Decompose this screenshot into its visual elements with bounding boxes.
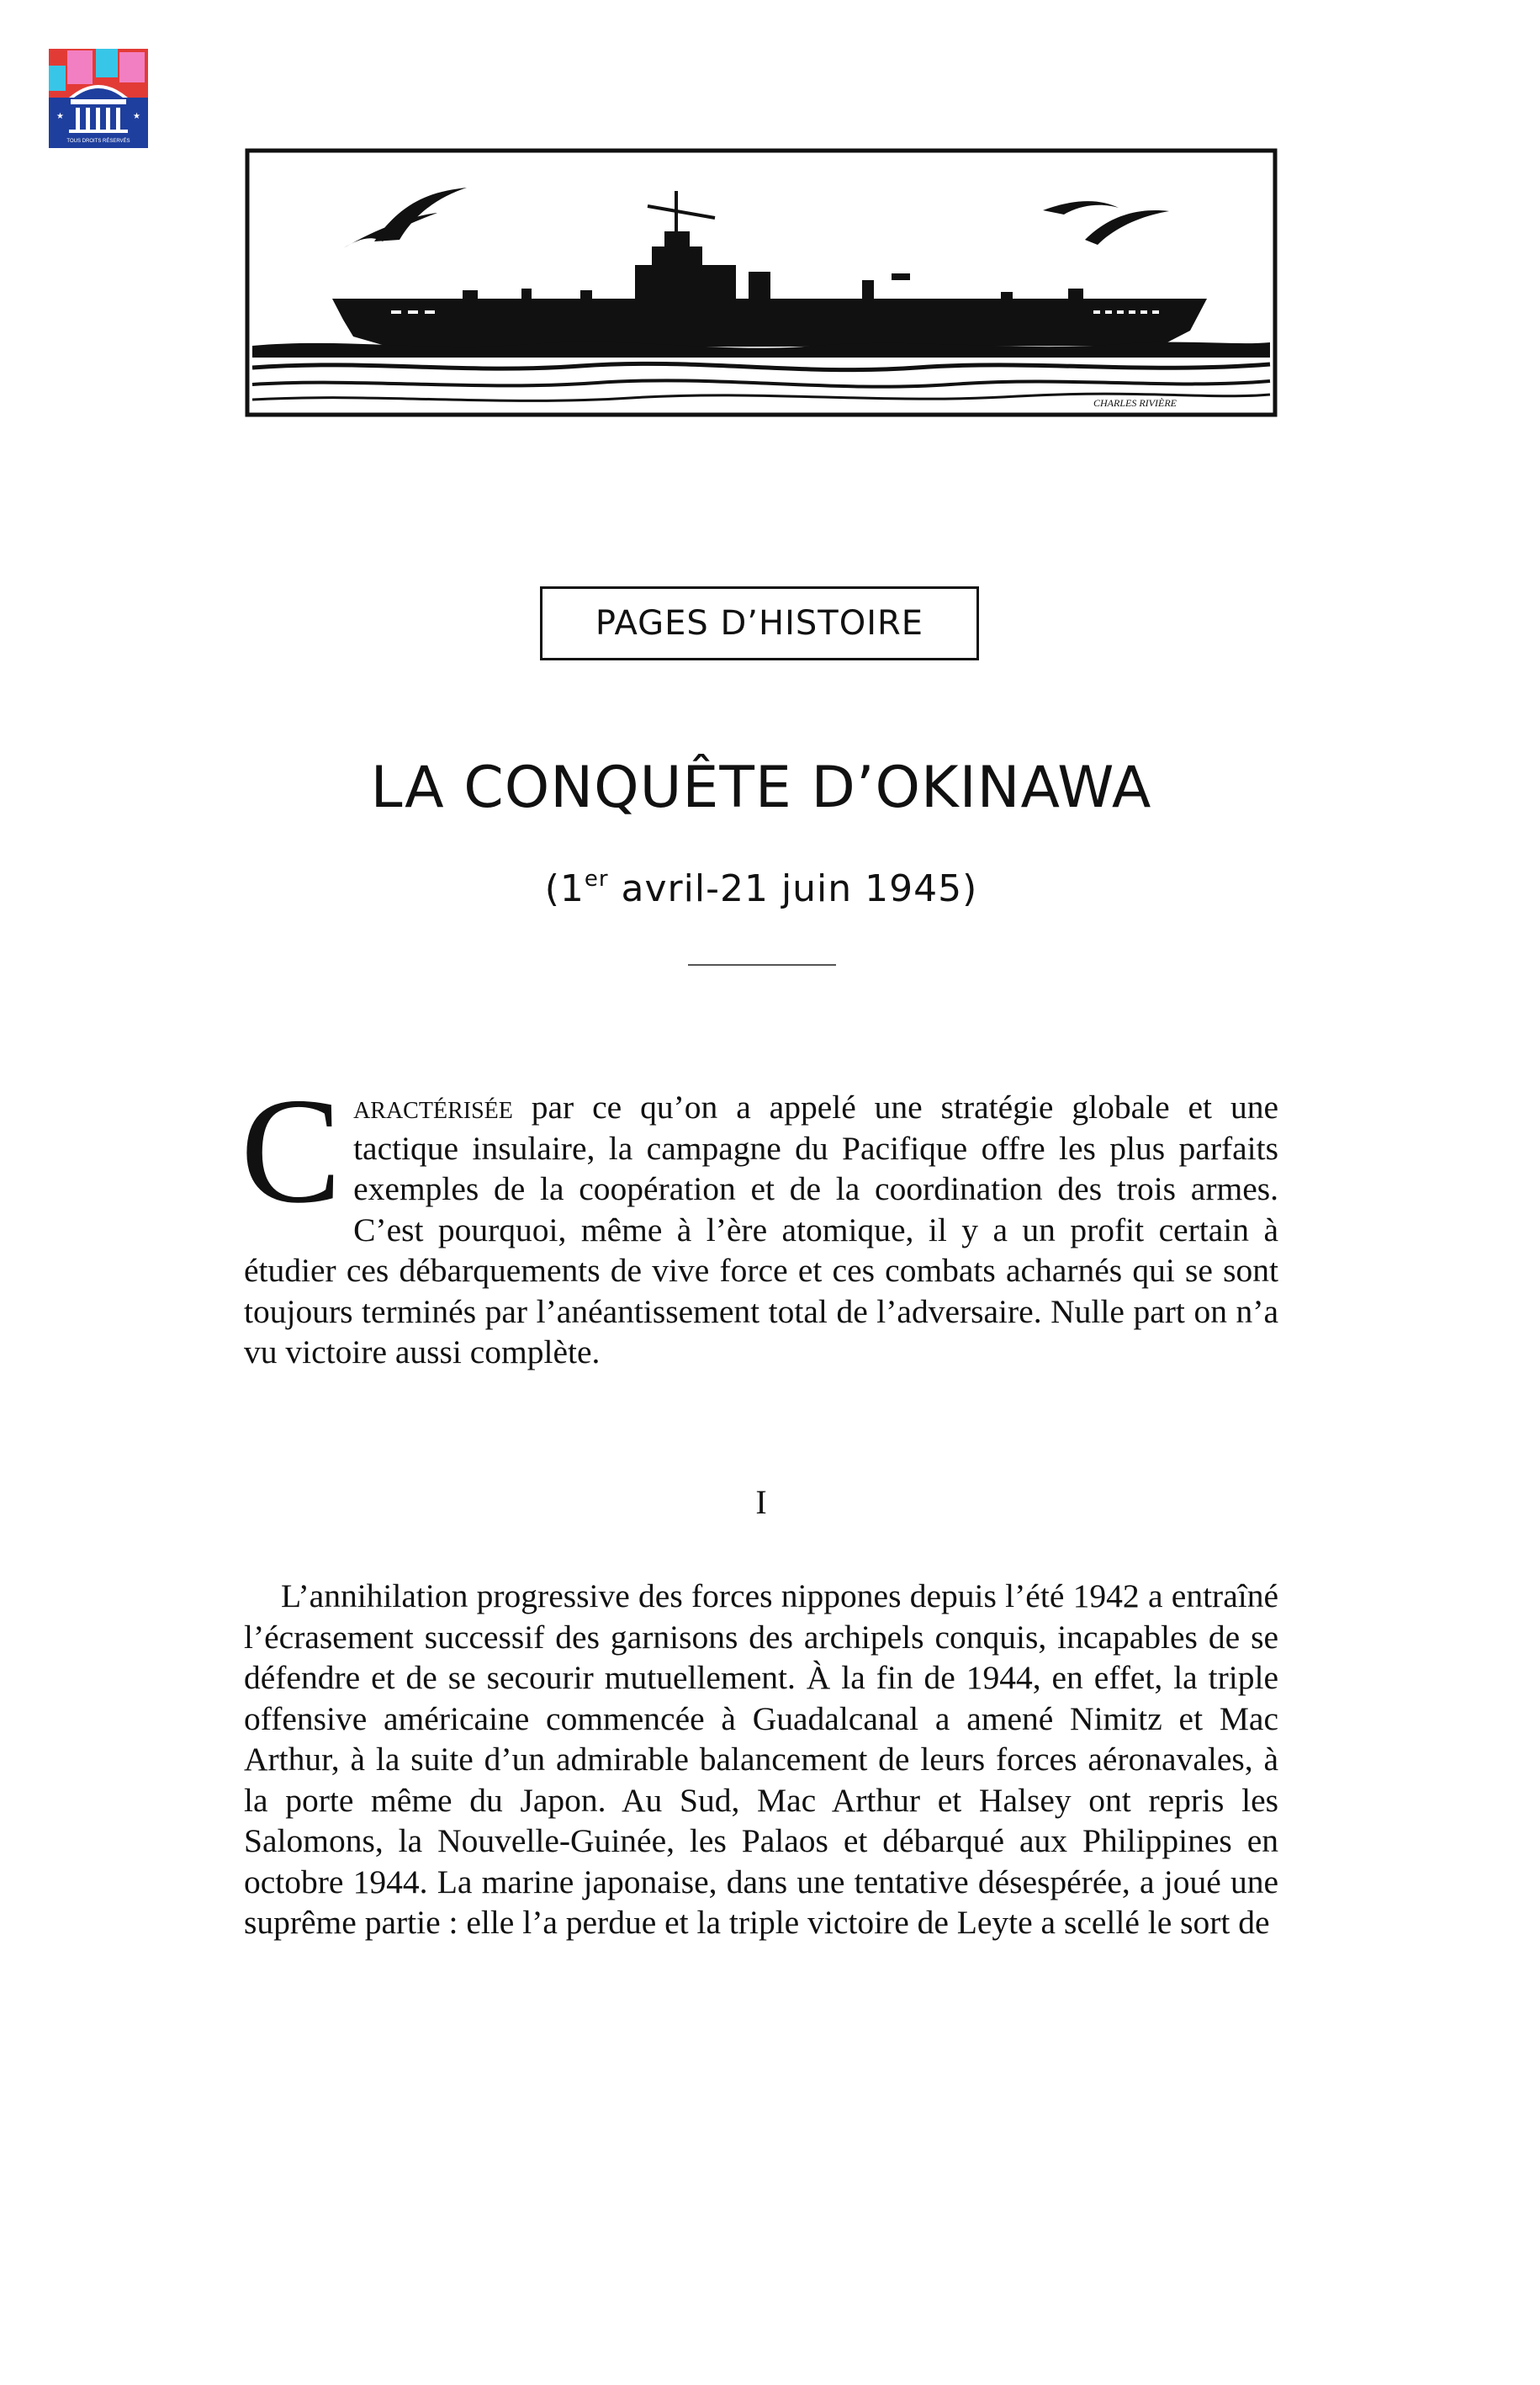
rubric-label: PAGES D’HISTOIRE: [595, 604, 924, 643]
lead-paragraph: [241, 1067, 1278, 1373]
library-logo: [49, 49, 148, 148]
aircraft-carrier-illustration: [244, 147, 1278, 418]
dates-rest: avril-21 juin 1945): [608, 867, 978, 910]
drop-cap: C: [241, 1067, 342, 1234]
lead-text: par ce qu’on a appelé une stratégie globale et une tactique insulaire, la campagne du Pacifique offre les plus parfaits exemples de la coopération et de la coordination des trois armes. C’est pourquoi, même à l’ère atomique, il y a un profit certain à étudier ces débarquements de vive force et ces combats acharnés qui se sont toujours terminés par l’anéantissement total de l’adversaire. Nulle part on n’a vu victoire aussi complète.: [244, 1089, 1278, 1370]
dates-superscript: er: [584, 867, 609, 892]
dates-open: (1: [544, 867, 585, 910]
section-number: I: [755, 1483, 767, 1521]
title-divider: [688, 964, 836, 966]
article-title: LA CONQUÊTE D’OKINAWA: [370, 755, 1152, 821]
rubric-box: [540, 586, 979, 660]
body-paragraph: L’annihilation progressive des forces nippones depuis l’été 1942 a entraîné l’écrasement successif des garnisons des archipels conquis, incapables de se défendre et de se secourir mutuellement. À la fin de 1944, en effet, la triple offensive américaine commencée à Guadalcanal a amené Nimitz et Mac Arthur, à la suite d’un admirable balancement de leurs forces aéronavales, à la porte même du Japon. Au Sud, Mac Arthur et Halsey ont repris les Salomons, la Nouvelle-Guinée, les Palaos et débarqué aux Philippines en octobre 1944. La marine japonaise, dans une tentative désespérée, a joué une suprême partie : elle l’a perdue et la triple victoire de Leyte a scellé le sort de: [244, 1577, 1278, 1941]
lead-smallcaps: aractérisée: [353, 1089, 513, 1126]
article-dates: [244, 860, 1278, 919]
illustration-signature: CHARLES RIVIÈRE: [1093, 397, 1177, 409]
logo-caption: TOUS DROITS RÉSERVÉS: [49, 136, 148, 146]
svg-text:★: ★: [133, 112, 140, 121]
svg-text:★: ★: [56, 112, 64, 121]
